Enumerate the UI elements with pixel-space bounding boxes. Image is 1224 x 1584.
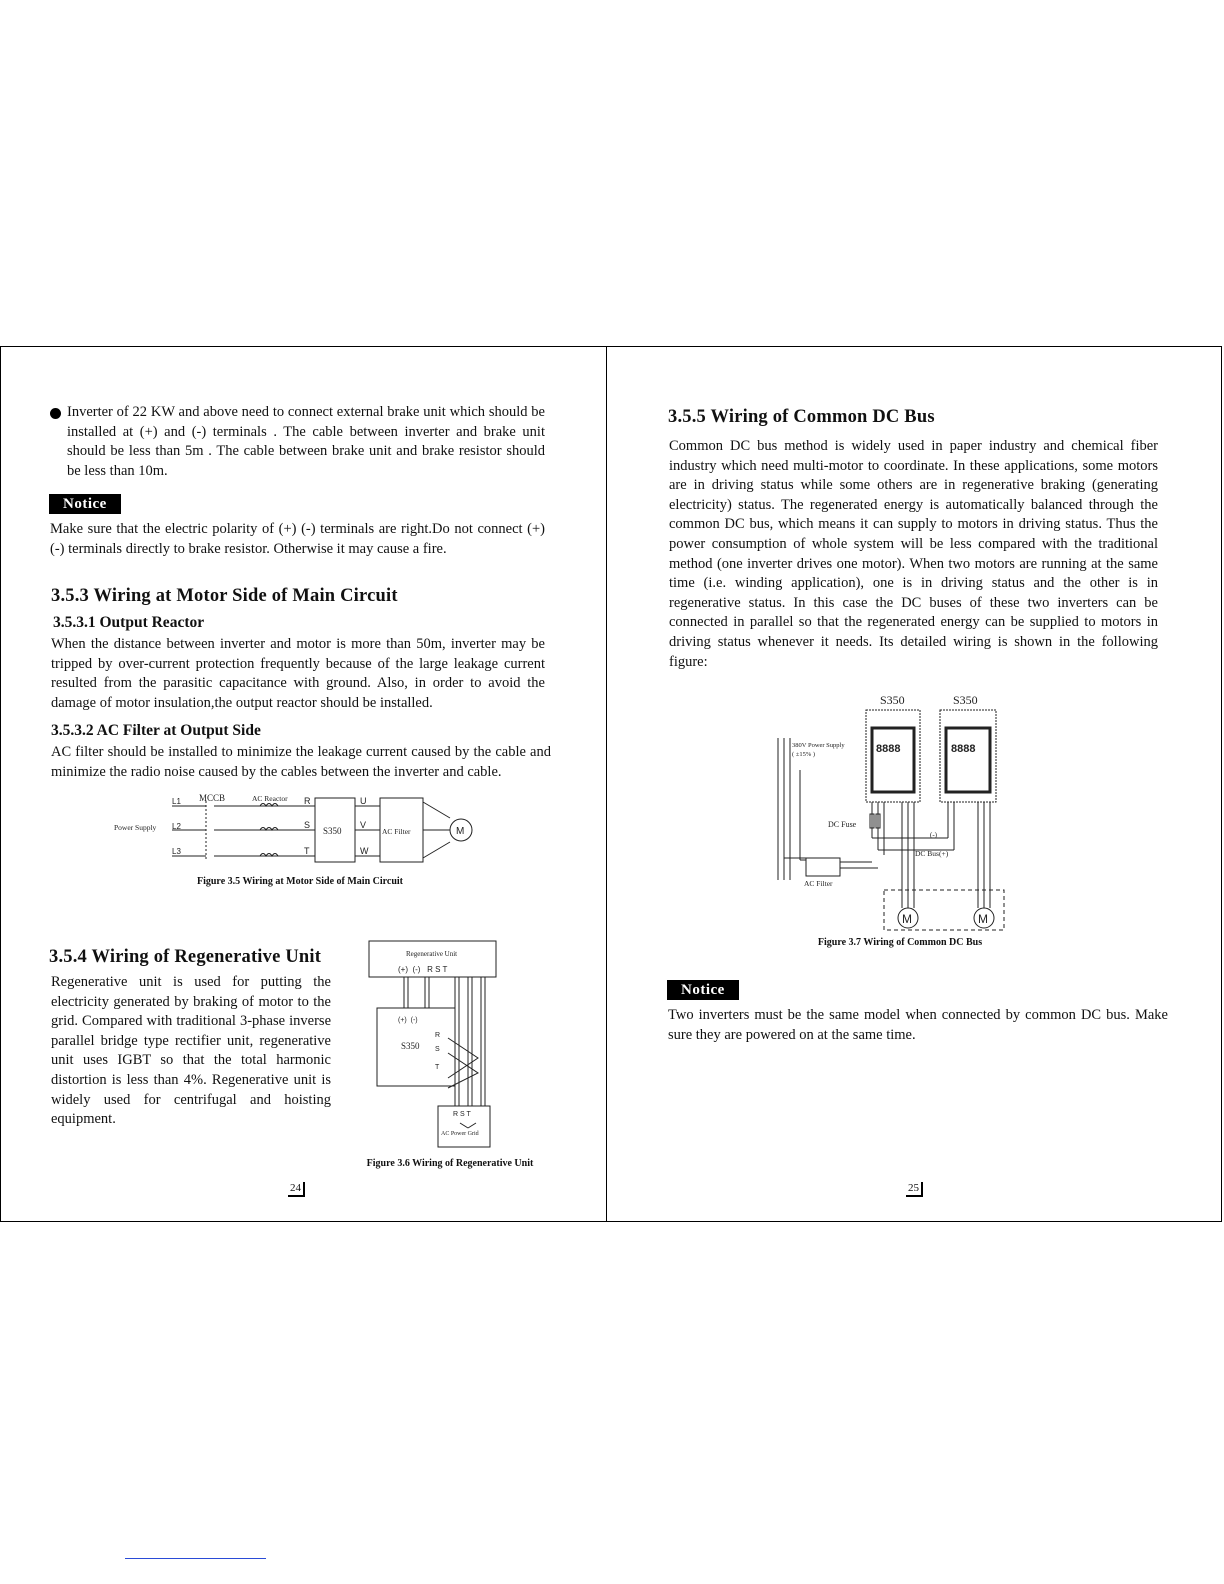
notice-badge-right: Notice	[667, 980, 739, 1000]
page-number-right: 25	[906, 1182, 923, 1197]
blue-underline-mark	[125, 1558, 266, 1559]
fig35-s: S	[304, 820, 311, 830]
notice-text-left: Make sure that the electric polarity of (+) (-) terminals are right.Do not connect (+) (-) terminals directly to brake resistor. Otherwise it may cause a fire.	[50, 521, 545, 557]
fig36-s: S	[435, 1046, 440, 1053]
section-354-text: Regenerative unit is used for putting the electricity generated by braking of motor to the grid. Compared with traditional 3-phase inverse parallel bridge type rectifier unit, regenerative unit uses IGBT so that the total harmonic distortion is less than 4%. Regenerative unit is widely used for centrifugal and hoisting equipment.	[51, 974, 331, 1128]
fig35-w: W	[360, 846, 369, 856]
fig36-grid-terms: R S T	[453, 1111, 471, 1118]
figure-3-7-caption: Figure 3.7 Wiring of Common DC Bus	[817, 937, 983, 948]
fig37-display-1: 8888	[876, 743, 901, 755]
section-3532-text: AC filter should be installed to minimize the leakage current caused by the cable and minimize the radio noise caused by the cables between the inverter and cable.	[51, 744, 551, 780]
page-number-left: 24	[288, 1182, 305, 1197]
fig37-inv1-label: S350	[880, 693, 905, 707]
fig35-l1: L1	[172, 797, 181, 806]
fig35-l3: L3	[172, 847, 181, 856]
fig35-t: T	[304, 846, 310, 856]
section-353-title: 3.5.3 Wiring at Motor Side of Main Circuit	[51, 586, 398, 606]
fig35-ac-filter: AC Filter	[382, 827, 411, 836]
fig35-reactor-label: AC Reactor	[252, 794, 288, 803]
fig37-display-2: 8888	[951, 743, 976, 755]
figure-3-6-caption: Figure 3.6 Wiring of Regenerative Unit	[366, 1158, 534, 1169]
fig35-mccb-label: MCCB	[199, 793, 226, 803]
figure-3-7-diagram	[770, 690, 1010, 935]
fig37-dc-bus: DC Bus(+)	[915, 849, 949, 858]
fig36-t: T	[435, 1064, 440, 1071]
notice-badge-left: Notice	[49, 494, 121, 514]
fig36-r: R	[435, 1032, 441, 1039]
fig37-motor-2: M	[978, 912, 988, 926]
fig36-inverter: S350	[401, 1041, 420, 1051]
fig35-power-supply: Power Supply	[114, 823, 157, 832]
section-354-title: 3.5.4 Wiring of Regenerative Unit	[49, 947, 322, 967]
fig37-ac-filter: AC Filter	[804, 879, 833, 888]
fig35-v: V	[360, 820, 367, 830]
fig36-grid: AC Power Grid	[441, 1131, 479, 1137]
fig36-regen-unit: Regenerative Unit	[406, 950, 458, 958]
fig37-supply-tol: ( ±15% )	[792, 751, 816, 758]
fig37-motor-1: M	[902, 912, 912, 926]
fig35-r: R	[304, 796, 311, 806]
fig36-regen-terms: (+) (-) R S T	[398, 965, 448, 974]
figure-3-6-diagram	[368, 938, 503, 1150]
bullet-paragraph: Inverter of 22 KW and above need to connect external brake unit which should be installed at (+) and (-) terminals . The cable between inverter and brake unit should be less than 5m . The cable between brake unit and brake resistor should be less than 10m.	[67, 403, 545, 481]
section-3532-title: 3.5.3.2 AC Filter at Output Side	[51, 722, 261, 739]
section-3531-text: When the distance between inverter and motor is more than 50m, inverter may be tripped by over-current protection frequently because of the large leakage current resulted from the parasitic capacitance with ground. Also, in order to avoid the damage of motor insulation,the output reactor should be installed.	[51, 636, 545, 711]
fig35-u: U	[360, 796, 367, 806]
section-355-text: Common DC bus method is widely used in paper industry and chemical fiber industry which need multi-motor to coordinate. In these applications, some motors are in driving status while some others are in regenerative braking (generating electricity) status. The regenerated energy is automatically balanced through the common DC bus, which means it can supply to motors in driving status. Thus the power consumption of whole system will be less compared with the traditional method (one inverter drives one motor). When two motors are running at the same time (i.e. winding application), one is in driving status and the other is in regenerative status. In this case the DC buses of these two inverters can be connected in parallel so that the regenerated energy can be supplied to motors in driving status whenever it needs. Its detailed wiring is shown in the following figure:	[669, 438, 1158, 670]
fig35-inverter: S350	[323, 826, 342, 836]
section-355-title: 3.5.5 Wiring of Common DC Bus	[668, 407, 935, 427]
fig35-l2: L2	[172, 822, 181, 831]
fig36-inv-terms: (+) (-)	[398, 1017, 418, 1024]
fig35-motor: M	[456, 826, 465, 837]
fig37-minus: (-)	[930, 831, 937, 839]
figure-3-5-caption: Figure 3.5 Wiring at Motor Side of Main Circuit	[196, 876, 403, 887]
fig37-dc-fuse: DC Fuse	[828, 820, 857, 829]
figure-3-5-diagram	[110, 788, 480, 868]
section-3531-title: 3.5.3.1 Output Reactor	[53, 614, 205, 631]
notice-text-right: Two inverters must be the same model when connected by common DC bus. Make sure they are powered on at the same time.	[668, 1007, 1168, 1043]
fig37-supply: 380V Power Supply	[792, 742, 845, 749]
bullet-icon	[50, 408, 61, 419]
page-divider	[606, 346, 607, 1222]
fig37-inv2-label: S350	[953, 693, 978, 707]
